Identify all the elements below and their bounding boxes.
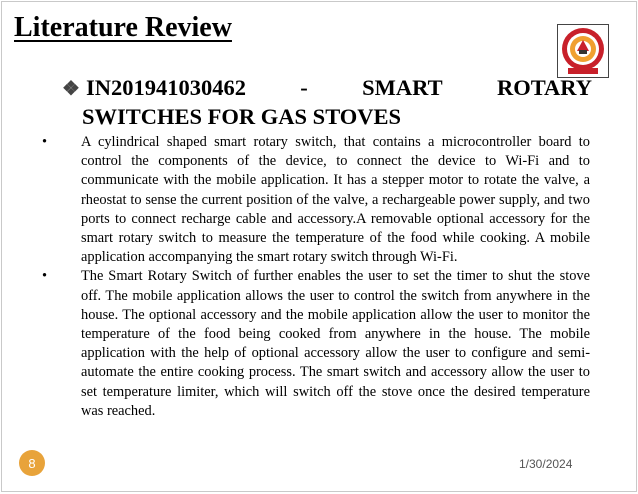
diamond-bullet-icon: ❖ xyxy=(62,78,80,100)
heading-word-rotary: ROTARY xyxy=(496,75,592,100)
heading-word-smart: SMART xyxy=(362,75,443,100)
bullet-list xyxy=(42,133,590,421)
patent-heading xyxy=(62,74,592,131)
list-item xyxy=(42,267,590,421)
list-item xyxy=(42,133,590,267)
bullet-text: The Smart Rotary Switch of further enables the user to set the timer to shut the stove off. The mobile application allows the user to control the switch from anywhere in the house. The optional accessory and the mobile application allow the user to monitor the temperature of the food being cooked from anywhere in the house. The mobile application with the help of optional accessory allow the user to configure and semi-automate the entire cooking process. The smart switch and accessory allow the user to set temperature limiter, which will switch off the stove once the desired temperature was reached. xyxy=(81,268,590,419)
page-number-badge: 8 xyxy=(19,450,45,476)
institution-logo-icon xyxy=(557,24,609,78)
slide-date: 1/30/2024 xyxy=(519,457,573,471)
bullet-marker: • xyxy=(42,268,48,285)
heading-dash: - xyxy=(300,75,308,100)
heading-line-2: SWITCHES FOR GAS STOVES xyxy=(82,104,402,129)
logo-emblem xyxy=(558,25,608,77)
bullet-text: A cylindrical shaped smart rotary switch, that contains a microcontroller board to control the components of the device, to connect the device to Wi-Fi and to communicate with the mobile application. It has a stepper motor to rotate the valve, a rheostat to sense the current position of the valve, a rechargeable power supply, and two ports to connect recharge cable and accessory.A removable optional accessory for the smart rotary switch to measure the temperature of the food while cooking. A mobile application accompanying the smart rotary switch through Wi-Fi. xyxy=(81,134,590,266)
bullet-marker: • xyxy=(42,134,48,150)
slide-title: Literature Review xyxy=(14,12,232,43)
slide xyxy=(1,1,637,492)
patent-id: IN201941030462 xyxy=(85,75,246,100)
